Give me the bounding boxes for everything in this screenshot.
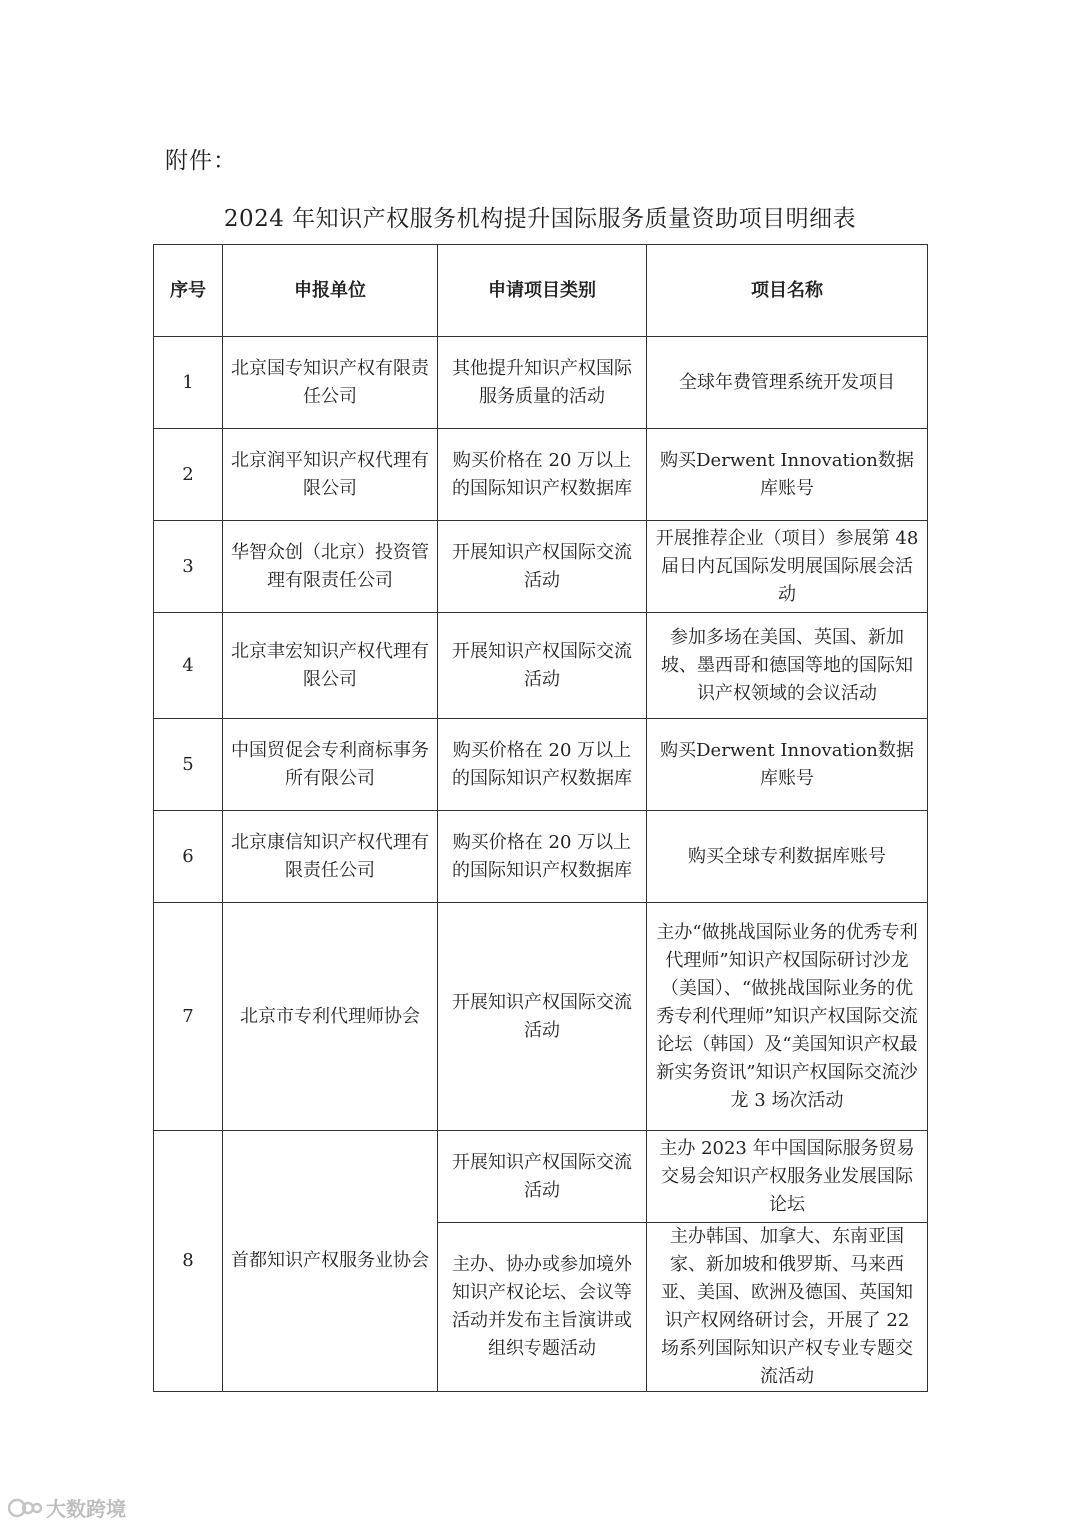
- watermark-text: 大数跨境: [46, 1497, 126, 1521]
- cell-unit: 首都知识产权服务业协会: [223, 1131, 438, 1392]
- table-row: [154, 429, 928, 521]
- cell-unit: 北京国专知识产权有限责任公司: [223, 337, 438, 429]
- watermark: [8, 1493, 126, 1522]
- table-row: [154, 1131, 928, 1223]
- table-header-row: [154, 245, 928, 337]
- cell-category: 主办、协办或参加境外知识产权论坛、会议等活动并发布主旨演讲或组织专题活动: [438, 1223, 647, 1392]
- table-row: [154, 521, 928, 613]
- table-row: [154, 719, 928, 811]
- cell-no: 2: [154, 429, 223, 521]
- table-row: [154, 337, 928, 429]
- table-row: [154, 613, 928, 719]
- cell-category: 购买价格在 20 万以上的国际知识产权数据库: [438, 811, 647, 903]
- column-header-unit: 申报单位: [223, 245, 438, 337]
- cell-no: 6: [154, 811, 223, 903]
- page-title: 2024 年知识产权服务机构提升国际服务质量资助项目明细表: [223, 206, 857, 232]
- cell-name: 购买全球专利数据库账号: [647, 811, 928, 903]
- cell-category: 购买价格在 20 万以上的国际知识产权数据库: [438, 429, 647, 521]
- watermark-logo-icon: [8, 1497, 42, 1519]
- cell-category: 购买价格在 20 万以上的国际知识产权数据库: [438, 719, 647, 811]
- cell-unit: 北京聿宏知识产权代理有限公司: [223, 613, 438, 719]
- table-row: [154, 811, 928, 903]
- cell-category: 开展知识产权国际交流活动: [438, 613, 647, 719]
- cell-name: 购买Derwent Innovation数据库账号: [647, 719, 928, 811]
- cell-unit: 北京康信知识产权代理有限责任公司: [223, 811, 438, 903]
- cell-category: 开展知识产权国际交流活动: [438, 903, 647, 1131]
- cell-name: 主办“做挑战国际业务的优秀专利代理师”知识产权国际研讨沙龙（美国）、“做挑战国际业务的优秀专利代理师”知识产权国际交流论坛（韩国）及“美国知识产权最新实务资讯”知识产权国际交流沙龙 3 场次活动: [647, 903, 928, 1131]
- cell-category: 开展知识产权国际交流活动: [438, 521, 647, 613]
- column-header-category: 申请项目类别: [438, 245, 647, 337]
- cell-unit: 北京润平知识产权代理有限公司: [223, 429, 438, 521]
- cell-name: 主办韩国、加拿大、东南亚国家、新加坡和俄罗斯、马来西亚、美国、欧洲及德国、英国知识产权网络研讨会，开展了 22 场系列国际知识产权专业专题交流活动: [647, 1223, 928, 1392]
- column-header-no: 序号: [154, 245, 223, 337]
- cell-no: 5: [154, 719, 223, 811]
- detail-table: [153, 244, 928, 1392]
- cell-no: 3: [154, 521, 223, 613]
- cell-name: 购买Derwent Innovation数据库账号: [647, 429, 928, 521]
- table-row: [154, 903, 928, 1131]
- cell-name: 开展推荐企业（项目）参展第 48 届日内瓦国际发明展国际展会活动: [647, 521, 928, 613]
- cell-category: 开展知识产权国际交流活动: [438, 1131, 647, 1223]
- cell-no: 7: [154, 903, 223, 1131]
- column-header-name: 项目名称: [647, 245, 928, 337]
- cell-name: 主办 2023 年中国国际服务贸易交易会知识产权服务业发展国际论坛: [647, 1131, 928, 1223]
- cell-name: 参加多场在美国、英国、新加坡、墨西哥和德国等地的国际知识产权领域的会议活动: [647, 613, 928, 719]
- cell-unit: 北京市专利代理师协会: [223, 903, 438, 1131]
- cell-no: 4: [154, 613, 223, 719]
- cell-name: 全球年费管理系统开发项目: [647, 337, 928, 429]
- attachment-label: 附件：: [165, 148, 237, 174]
- cell-unit: 中国贸促会专利商标事务所有限公司: [223, 719, 438, 811]
- cell-unit: 华智众创（北京）投资管理有限责任公司: [223, 521, 438, 613]
- cell-no: 8: [154, 1131, 223, 1392]
- cell-no: 1: [154, 337, 223, 429]
- cell-category: 其他提升知识产权国际服务质量的活动: [438, 337, 647, 429]
